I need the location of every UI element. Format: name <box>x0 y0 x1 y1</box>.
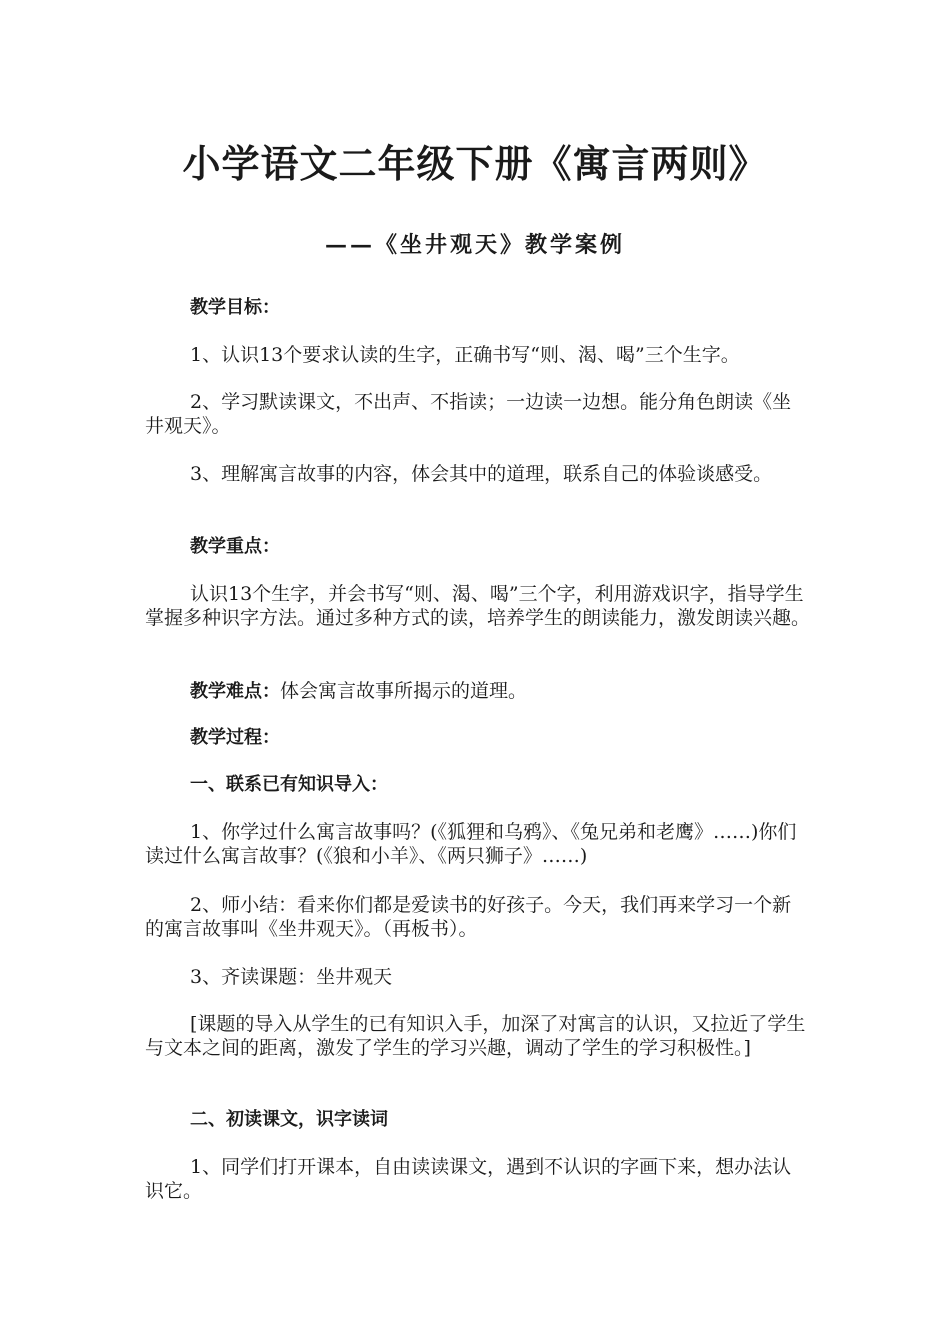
section-1-item-1: 1、你学过什么寓言故事吗？(《狐狸和乌鸦》、《兔兄弟和老鹰》……)你们读过什么寓言故事？(《狼和小羊》、《两只狮子》……) <box>145 821 797 867</box>
difficulty-text: 体会寓言故事所揭示的道理。 <box>280 680 528 702</box>
process-heading: 教学过程： <box>190 727 280 748</box>
goal-item-2: 2、学习默读课文，不出声、不指读；一边读一边想。能分角色朗读《坐井观天》。 <box>145 391 792 437</box>
goal-item-3: 3、理解寓言故事的内容，体会其中的道理，联系自己的体验谈感受。 <box>190 463 773 485</box>
difficulty-heading: 教学难点： <box>190 681 280 702</box>
goals-heading: 教学目标： <box>190 297 280 318</box>
document-title: 小学语文二年级下册《寓言两则》 <box>182 141 768 186</box>
section-1-comment: [课题的导入从学生的已有知识入手，加深了对寓言的认识，又拉近了学生与文本之间的距离，激发了学生的学习兴趣，调动了学生的学习积极性。] <box>145 1013 806 1059</box>
section-1-heading: 一、联系已有知识导入： <box>190 774 388 795</box>
section-1-item-3: 3、齐读课题：坐井观天 <box>190 966 393 988</box>
section-2-item-1: 1、同学们打开课本，自由读读课文，遇到不认识的字画下来，想办法认识它。 <box>145 1156 792 1202</box>
focus-text: 认识13个生字，并会书写“则、渴、喝”三个字，利用游戏识字，指导学生掌握多种识字方法。通过多种方式的读，培养学生的朗读能力，激发朗读兴趣。 <box>145 583 811 629</box>
focus-heading: 教学重点： <box>190 536 280 557</box>
document-subtitle: ——《坐井观天》教学案例 <box>324 232 625 258</box>
section-1-item-2: 2、师小结：看来你们都是爱读书的好孩子。今天，我们再来学习一个新的寓言故事叫《坐井观天》。（再板书）。 <box>145 894 792 940</box>
section-2-heading: 二、初读课文，识字读词 <box>190 1109 388 1130</box>
goal-item-1: 1、认识13个要求认读的生字，正确书写“则、渴、喝”三个生字。 <box>190 344 740 366</box>
difficulty-paragraph <box>145 679 810 704</box>
